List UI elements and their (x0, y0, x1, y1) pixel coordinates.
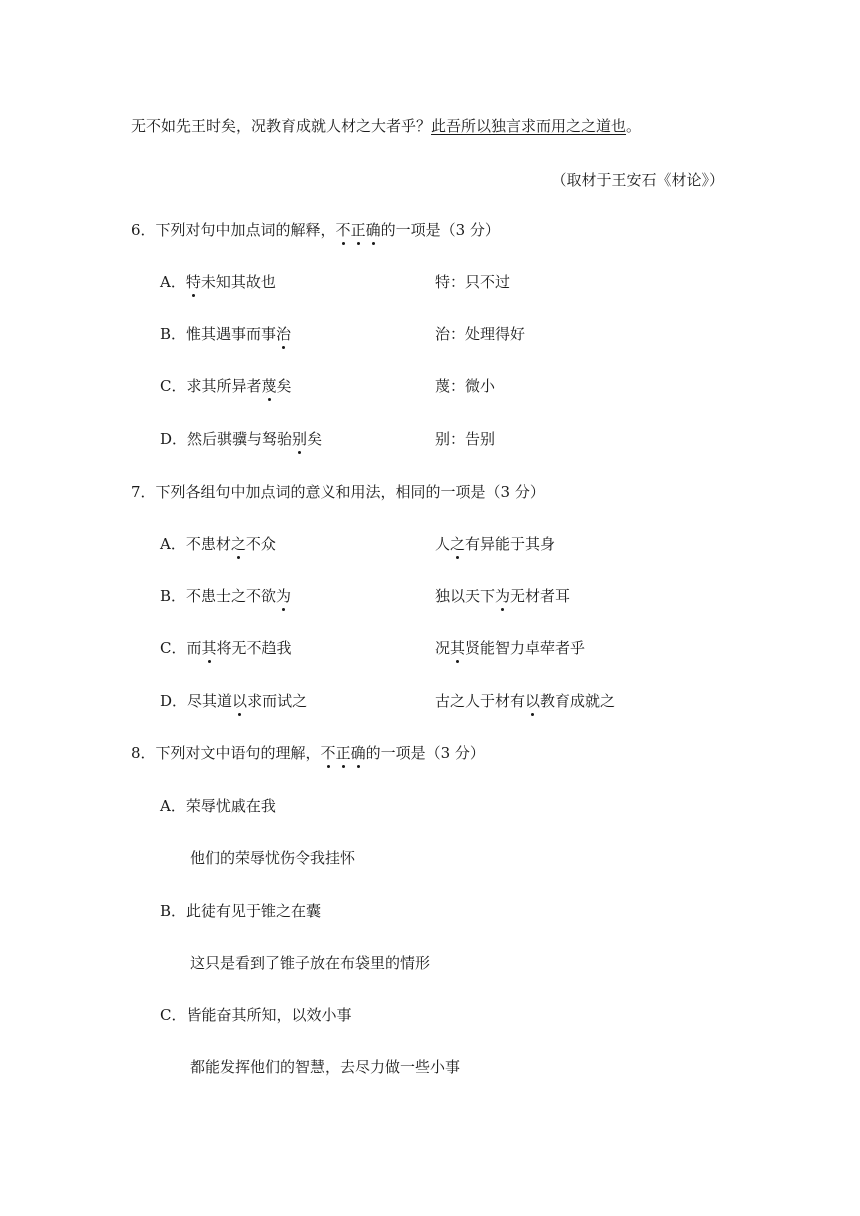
q8-dotted-char: 不 (320, 744, 336, 762)
option-letter: B． (160, 587, 187, 605)
q8-dotted-char: 确 (350, 744, 366, 762)
option-text: 求而试之 (247, 692, 308, 710)
dotted-char: 为 (276, 587, 292, 605)
option-text: 求其所异者 (186, 377, 262, 395)
q8-option-b (160, 901, 321, 921)
option-letter: A． (160, 273, 186, 291)
q8-stem (131, 743, 485, 763)
passage-tail-text: 无不如先王时矣，况教育成就人材之大者乎？ (131, 117, 432, 135)
dotted-char: 别 (292, 430, 308, 448)
q8-option-b-gloss: 这只是看到了锥子放在布袋里的情形 (190, 954, 431, 972)
option-text: 不患士之不欲 (186, 587, 277, 605)
option-text: 未知其故也 (200, 273, 276, 291)
q7-option-d (160, 691, 760, 711)
option-text: 教育成就之 (540, 692, 616, 710)
option-text: 有异能于其身 (465, 535, 556, 553)
option-text: 此徒有见于锥之在囊 (186, 902, 322, 920)
option-text: 不众 (245, 535, 276, 553)
dotted-char: 以 (232, 692, 248, 710)
q6-option-a (160, 272, 760, 292)
option-text: 贤能智力卓荦者乎 (465, 639, 586, 657)
option-text: 古之人于材有 (435, 692, 526, 710)
q6-stem (131, 220, 500, 240)
q8-stem-text: 8．下列对文中语句的理解， (131, 744, 321, 762)
q7-option-c (160, 638, 760, 658)
option-letter: B． (160, 902, 187, 920)
option-letter: A． (160, 797, 186, 815)
option-text: 而 (186, 639, 202, 657)
dotted-char: 之 (230, 535, 246, 553)
option-letter: C． (160, 1006, 187, 1024)
source-citation: （取材于王安石《材论》） (551, 171, 724, 189)
q6-stem-text-end: 的一项是（3 分） (380, 221, 500, 239)
dotted-char: 其 (450, 639, 466, 657)
option-text: 无材者耳 (510, 587, 571, 605)
q8-stem-text-end: 的一项是（3 分） (365, 744, 485, 762)
q6-option-c (160, 376, 760, 396)
option-gloss: 特：只不过 (435, 273, 511, 291)
q8-option-a-gloss: 他们的荣辱忧伤令我挂怀 (190, 849, 356, 867)
q6-dotted-char: 正 (350, 221, 366, 239)
option-text: 独以天下 (435, 587, 496, 605)
q8-option-c (160, 1005, 352, 1025)
q6-option-d (160, 429, 760, 449)
option-text: 矣 (307, 430, 323, 448)
dotted-char: 以 (525, 692, 541, 710)
q7-option-b (160, 586, 760, 606)
option-text: 将无不趋我 (216, 639, 292, 657)
option-text: 惟其遇事而事 (186, 325, 277, 343)
q6-stem-text: 6．下列对句中加点词的解释， (131, 221, 336, 239)
passage-tail (131, 116, 641, 136)
option-letter: B． (160, 325, 187, 343)
option-text: 荣辱忧戚在我 (185, 797, 276, 815)
option-gloss: 蔑：微小 (435, 377, 496, 395)
q6-option-b (160, 324, 760, 344)
q8-dotted-char: 正 (335, 744, 351, 762)
dotted-char: 其 (201, 639, 217, 657)
q8-option-c-gloss: 都能发挥他们的智慧，去尽力做一些小事 (190, 1058, 461, 1076)
underlined-sentence: 此吾所以独言求而用之之道也 (431, 117, 627, 135)
option-gloss: 治：处理得好 (435, 325, 526, 343)
option-letter: D． (160, 430, 188, 448)
q6-dotted-char: 确 (365, 221, 381, 239)
option-text: 况 (435, 639, 451, 657)
option-letter: D． (160, 692, 188, 710)
option-gloss: 别：告别 (435, 430, 496, 448)
option-letter: C． (160, 639, 187, 657)
option-right (435, 534, 555, 554)
option-text: 不患材 (185, 535, 231, 553)
dotted-char: 之 (450, 535, 466, 553)
option-text: 然后骐骥与驽骀 (187, 430, 293, 448)
q7-option-a (160, 534, 760, 554)
option-right (435, 586, 570, 606)
q8-option-a (160, 796, 276, 816)
dotted-char: 治 (276, 325, 292, 343)
option-text: 皆能奋其所知，以效小事 (186, 1006, 352, 1024)
option-text: 矣 (276, 377, 292, 395)
q7-stem: 7．下列各组句中加点词的意义和用法，相同的一项是（3 分） (131, 483, 545, 501)
option-text: 尽其道 (187, 692, 233, 710)
dotted-char: 蔑 (261, 377, 277, 395)
passage-tail-end: 。 (626, 117, 642, 135)
option-letter: C． (160, 377, 187, 395)
option-letter: A． (160, 535, 186, 553)
option-text: 人 (435, 535, 451, 553)
option-right (435, 691, 615, 711)
dotted-char: 特 (185, 273, 201, 291)
option-right (435, 638, 585, 658)
q6-dotted-char: 不 (335, 221, 351, 239)
dotted-char: 为 (495, 587, 511, 605)
